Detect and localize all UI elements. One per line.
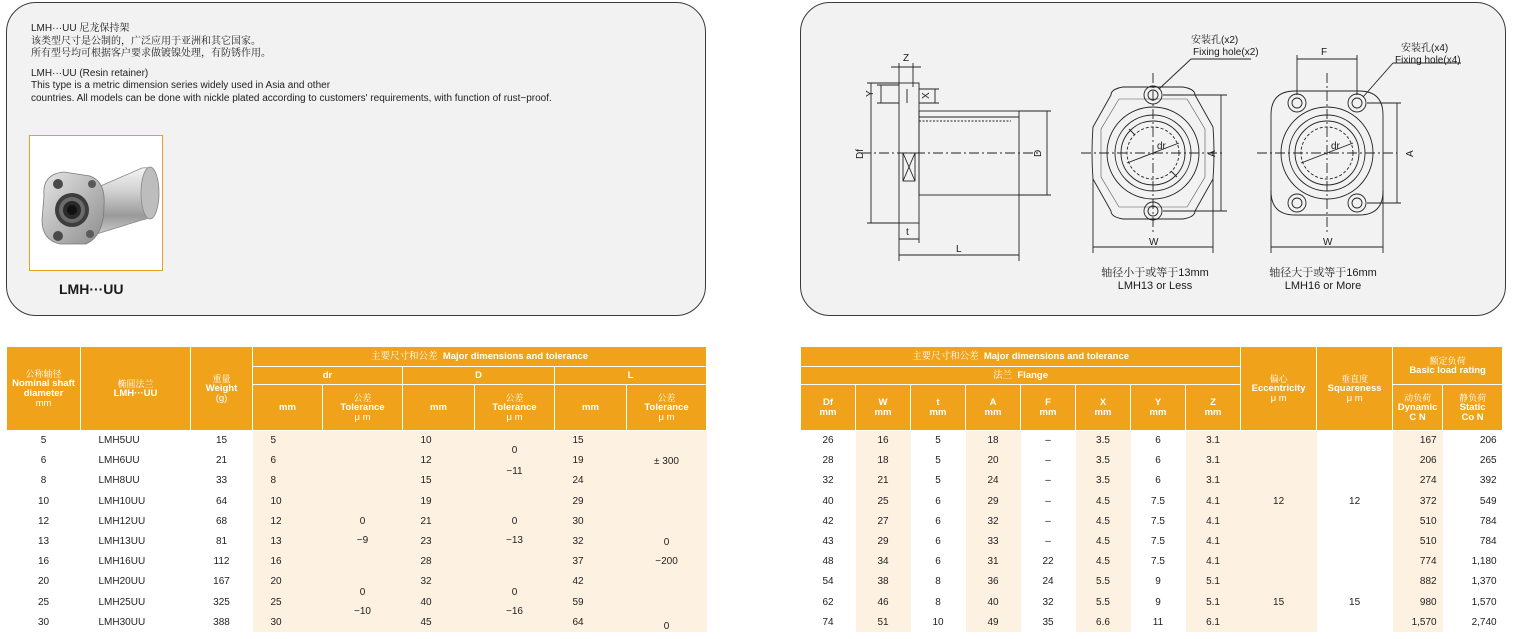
cell-y: 9 — [1131, 572, 1186, 592]
cell-y: 7.5 — [1131, 511, 1186, 531]
cell-f: 22 — [1021, 552, 1076, 572]
cell-z: 3.1 — [1186, 471, 1241, 491]
table-row: 8 LMH8UU 33 8 15 24 — [7, 471, 707, 491]
cell-static: 784 — [1443, 511, 1503, 531]
header-dr-tol: 公差 Tolerance μ m — [323, 385, 403, 431]
hole-4-zh: 安装孔(x4) — [1401, 43, 1449, 54]
cell-x: 3.5 — [1076, 431, 1131, 451]
cell-w: 25 — [856, 491, 911, 511]
header-F: F mm — [1021, 385, 1076, 431]
drawing-panel — [800, 2, 1506, 316]
header-A: A mm — [966, 385, 1021, 431]
cell-t: 8 — [911, 572, 966, 592]
intro-en-title: LMH···UU (Resin retainer) — [31, 67, 149, 79]
intro-zh-title: LMH···UU 尼龙保持架 — [31, 23, 130, 34]
cell-y: 7.5 — [1131, 552, 1186, 572]
table-row: 30 LMH30UU 388 30 45 64 0 — [7, 612, 707, 632]
header-D-tol: 公差 Tolerance μ m — [475, 385, 555, 431]
header-major-right: 主要尺寸和公差 Major dimensions and tolerance — [801, 347, 1241, 367]
cell-dynamic: 372 — [1393, 491, 1443, 511]
header-weight: 重量 Weight (g) — [191, 347, 253, 431]
header-D: D — [403, 367, 555, 385]
intro-text — [31, 23, 552, 105]
cell-t: 8 — [911, 592, 966, 612]
table-row: 12 LMH12UU 68 12 21 30 — [7, 511, 707, 531]
cell-a: 40 — [966, 592, 1021, 612]
cell-f: – — [1021, 451, 1076, 471]
cell-dynamic: 510 — [1393, 511, 1443, 531]
cell-y: 6 — [1131, 451, 1186, 471]
header-D-mm: mm — [403, 385, 475, 431]
header-Y: Y mm — [1131, 385, 1186, 431]
cell-df: 42 — [801, 511, 856, 531]
header-model: 椭圆法兰 LMH···UU — [81, 347, 191, 431]
label-d: D — [1033, 149, 1044, 157]
cell-t: 10 — [911, 612, 966, 632]
cell-t: 6 — [911, 531, 966, 551]
table-row: 13 LMH13UU 81 13 23 32 — [7, 531, 707, 551]
table-row — [801, 592, 1503, 612]
cell-a: 24 — [966, 471, 1021, 491]
cell-dynamic: 274 — [1393, 471, 1443, 491]
cell-f: 24 — [1021, 572, 1076, 592]
cell-y: 11 — [1131, 612, 1186, 632]
cell-f: 35 — [1021, 612, 1076, 632]
cell-y: 7.5 — [1131, 531, 1186, 551]
cell-squareness: 15 — [1317, 572, 1393, 633]
cell-z: 5.1 — [1186, 592, 1241, 612]
header-L-tol: 公差 Tolerance μ m — [627, 385, 707, 431]
cell-df: 28 — [801, 451, 856, 471]
cell-eccentricity: 15 — [1241, 572, 1317, 633]
intro-zh-line1: 该类型尺寸是公制的，广泛应用于亚洲和其它国家。 — [31, 35, 261, 47]
cell-a: 32 — [966, 511, 1021, 531]
cell-dynamic: 882 — [1393, 572, 1443, 592]
label-t: t — [906, 227, 909, 238]
label-a-large: A — [1405, 150, 1416, 157]
cell-x: 3.5 — [1076, 451, 1131, 471]
table-row — [801, 531, 1503, 551]
header-shaft: 公称轴径 Nominal shaft diameter mm — [7, 347, 81, 431]
cell-df: 32 — [801, 471, 856, 491]
dimension-table-left — [6, 346, 707, 632]
cell-dynamic: 774 — [1393, 552, 1443, 572]
cell-df: 62 — [801, 592, 856, 612]
table-row: 10 LMH10UU 64 10 0 −9 19 0 −13 29 0 −200 — [7, 491, 707, 511]
label-dr-small: dr — [1157, 141, 1166, 152]
header-major: 主要尺寸和公差 Major dimensions and tolerance — [253, 347, 707, 367]
cell-a: 33 — [966, 531, 1021, 551]
label-l: L — [956, 244, 962, 255]
cell-x: 3.5 — [1076, 471, 1131, 491]
cell-w: 29 — [856, 531, 911, 551]
label-f-large: F — [1321, 47, 1328, 58]
cell-a: 31 — [966, 552, 1021, 572]
table-row — [801, 491, 1503, 511]
cell-dynamic: 1,570 — [1393, 612, 1443, 632]
caption-large — [1261, 267, 1385, 293]
cell-x: 4.5 — [1076, 491, 1131, 511]
cell-y: 9 — [1131, 592, 1186, 612]
cell-dynamic: 206 — [1393, 451, 1443, 471]
header-Z: Z mm — [1186, 385, 1241, 431]
table-row: 16 LMH16UU 112 16 28 37 — [7, 552, 707, 572]
intro-en-line1: This type is a metric dimension series widely used in Asia and other — [31, 80, 331, 91]
cell-t: 6 — [911, 511, 966, 531]
cell-z: 4.1 — [1186, 552, 1241, 572]
caption-large-en: LMH16 or More — [1284, 280, 1362, 292]
caption-small-zh: 轴径小于或等于13mm — [1101, 267, 1209, 279]
cell-x: 4.5 — [1076, 511, 1131, 531]
cell-f: – — [1021, 491, 1076, 511]
cell-z: 4.1 — [1186, 511, 1241, 531]
header-squareness: 垂直度 Squareness μ m — [1317, 347, 1393, 431]
label-y: Y — [865, 90, 876, 97]
cell-f: – — [1021, 471, 1076, 491]
table-row: 20 LMH20UU 167 20 0 −10 32 0 −16 42 — [7, 572, 707, 592]
cell-y: 6 — [1131, 431, 1186, 451]
label-a-small: A — [1207, 150, 1218, 157]
cell-z: 4.1 — [1186, 531, 1241, 551]
cell-t: 5 — [911, 471, 966, 491]
header-static: 静负荷 Static Co N — [1443, 385, 1503, 431]
hole-2-en: Fixing hole(x2) — [1193, 47, 1259, 58]
caption-small — [1095, 267, 1215, 293]
header-dr-mm: mm — [253, 385, 323, 431]
cell-static: 549 — [1443, 491, 1503, 511]
label-dr-large: dr — [1331, 141, 1340, 152]
cell-w: 27 — [856, 511, 911, 531]
flange-2-holes — [1081, 59, 1251, 253]
table-row: 6 LMH6UU 21 6 12 19 — [7, 451, 707, 471]
header-dynamic: 动负荷 Dynamic C N — [1393, 385, 1443, 431]
label-w-small: W — [1149, 237, 1159, 248]
table-row — [801, 552, 1503, 572]
cell-static: 1,570 — [1443, 592, 1503, 612]
table-row — [801, 451, 1503, 471]
intro-zh-line2: 所有型号均可根据客户要求做镀镍处理，有防锈作用。 — [31, 48, 271, 59]
cell-w: 46 — [856, 592, 911, 612]
header-X: X mm — [1076, 385, 1131, 431]
cell-df: 48 — [801, 552, 856, 572]
cell-f: – — [1021, 431, 1076, 451]
header-t: t mm — [911, 385, 966, 431]
cell-t: 5 — [911, 431, 966, 451]
cell-x: 4.5 — [1076, 531, 1131, 551]
cell-f: 32 — [1021, 592, 1076, 612]
cell-a: 49 — [966, 612, 1021, 632]
header-eccentricity: 偏心 Eccentricity μ m — [1241, 347, 1317, 431]
cell-z: 3.1 — [1186, 451, 1241, 471]
cell-dynamic: 980 — [1393, 592, 1443, 612]
flange-4-holes — [1257, 55, 1461, 253]
cell-df: 74 — [801, 612, 856, 632]
table-row — [801, 612, 1503, 632]
cell-static: 2,740 — [1443, 612, 1503, 632]
cell-w: 21 — [856, 471, 911, 491]
cell-w: 18 — [856, 451, 911, 471]
intro-panel — [6, 2, 706, 316]
cell-a: 36 — [966, 572, 1021, 592]
cell-squareness: 12 — [1317, 431, 1393, 572]
cell-df: 40 — [801, 491, 856, 511]
table-row: 5 LMH5UU 15 5 10 0 −11 15 ± 300 — [7, 431, 707, 451]
cell-f: – — [1021, 531, 1076, 551]
label-x: X — [921, 92, 932, 99]
hole-4-en: Fixing hole(x4) — [1395, 55, 1461, 66]
header-Df: Df mm — [801, 385, 856, 431]
table-row — [801, 511, 1503, 531]
intro-en-line2: countries. All models can be done with nickle plated according to customers' requirements, with function of rust−proof. — [31, 92, 552, 104]
cell-w: 38 — [856, 572, 911, 592]
product-caption: LMH···UU — [59, 281, 124, 297]
cell-a: 18 — [966, 431, 1021, 451]
cell-df: 54 — [801, 572, 856, 592]
cell-z: 6.1 — [1186, 612, 1241, 632]
label-df: Df — [855, 149, 866, 159]
cell-static: 392 — [1443, 471, 1503, 491]
cell-t: 5 — [911, 451, 966, 471]
table-row — [801, 572, 1503, 592]
cell-static: 1,370 — [1443, 572, 1503, 592]
header-load: 额定负荷 Basic load rating — [1393, 347, 1503, 385]
cell-f: – — [1021, 511, 1076, 531]
cell-z: 4.1 — [1186, 491, 1241, 511]
cell-x: 4.5 — [1076, 552, 1131, 572]
cell-x: 5.5 — [1076, 592, 1131, 612]
cell-dynamic: 167 — [1393, 431, 1443, 451]
header-L-mm: mm — [555, 385, 627, 431]
hole-2-zh: 安装孔(x2) — [1191, 35, 1239, 46]
cell-eccentricity: 12 — [1241, 431, 1317, 572]
table-row: 25 LMH25UU 325 25 40 59 — [7, 592, 707, 612]
caption-large-zh: 轴径大于或等于16mm — [1269, 267, 1377, 279]
label-z: Z — [903, 53, 910, 64]
cell-w: 34 — [856, 552, 911, 572]
caption-small-en: LMH13 or Less — [1117, 280, 1193, 292]
cell-static: 784 — [1443, 531, 1503, 551]
cell-df: 26 — [801, 431, 856, 451]
cell-w: 51 — [856, 612, 911, 632]
cell-x: 6.6 — [1076, 612, 1131, 632]
label-w-large: W — [1323, 237, 1333, 248]
cell-dynamic: 510 — [1393, 531, 1443, 551]
cell-df: 43 — [801, 531, 856, 551]
product-photo — [29, 135, 163, 271]
cell-t: 6 — [911, 552, 966, 572]
cell-y: 7.5 — [1131, 491, 1186, 511]
cell-x: 5.5 — [1076, 572, 1131, 592]
cell-static: 206 — [1443, 431, 1503, 451]
cell-y: 6 — [1131, 471, 1186, 491]
cell-a: 29 — [966, 491, 1021, 511]
table-row — [801, 471, 1503, 491]
cell-a: 20 — [966, 451, 1021, 471]
header-dr: dr — [253, 367, 403, 385]
cell-t: 6 — [911, 491, 966, 511]
cell-static: 265 — [1443, 451, 1503, 471]
cell-static: 1,180 — [1443, 552, 1503, 572]
dimension-table-right — [800, 346, 1503, 632]
table-row — [801, 431, 1503, 451]
cell-z: 3.1 — [1186, 431, 1241, 451]
cell-z: 5.1 — [1186, 572, 1241, 592]
side-view — [861, 63, 1051, 261]
header-flange: 法兰 Flange — [801, 367, 1241, 385]
cell-w: 16 — [856, 431, 911, 451]
header-W: W mm — [856, 385, 911, 431]
header-L: L — [555, 367, 707, 385]
